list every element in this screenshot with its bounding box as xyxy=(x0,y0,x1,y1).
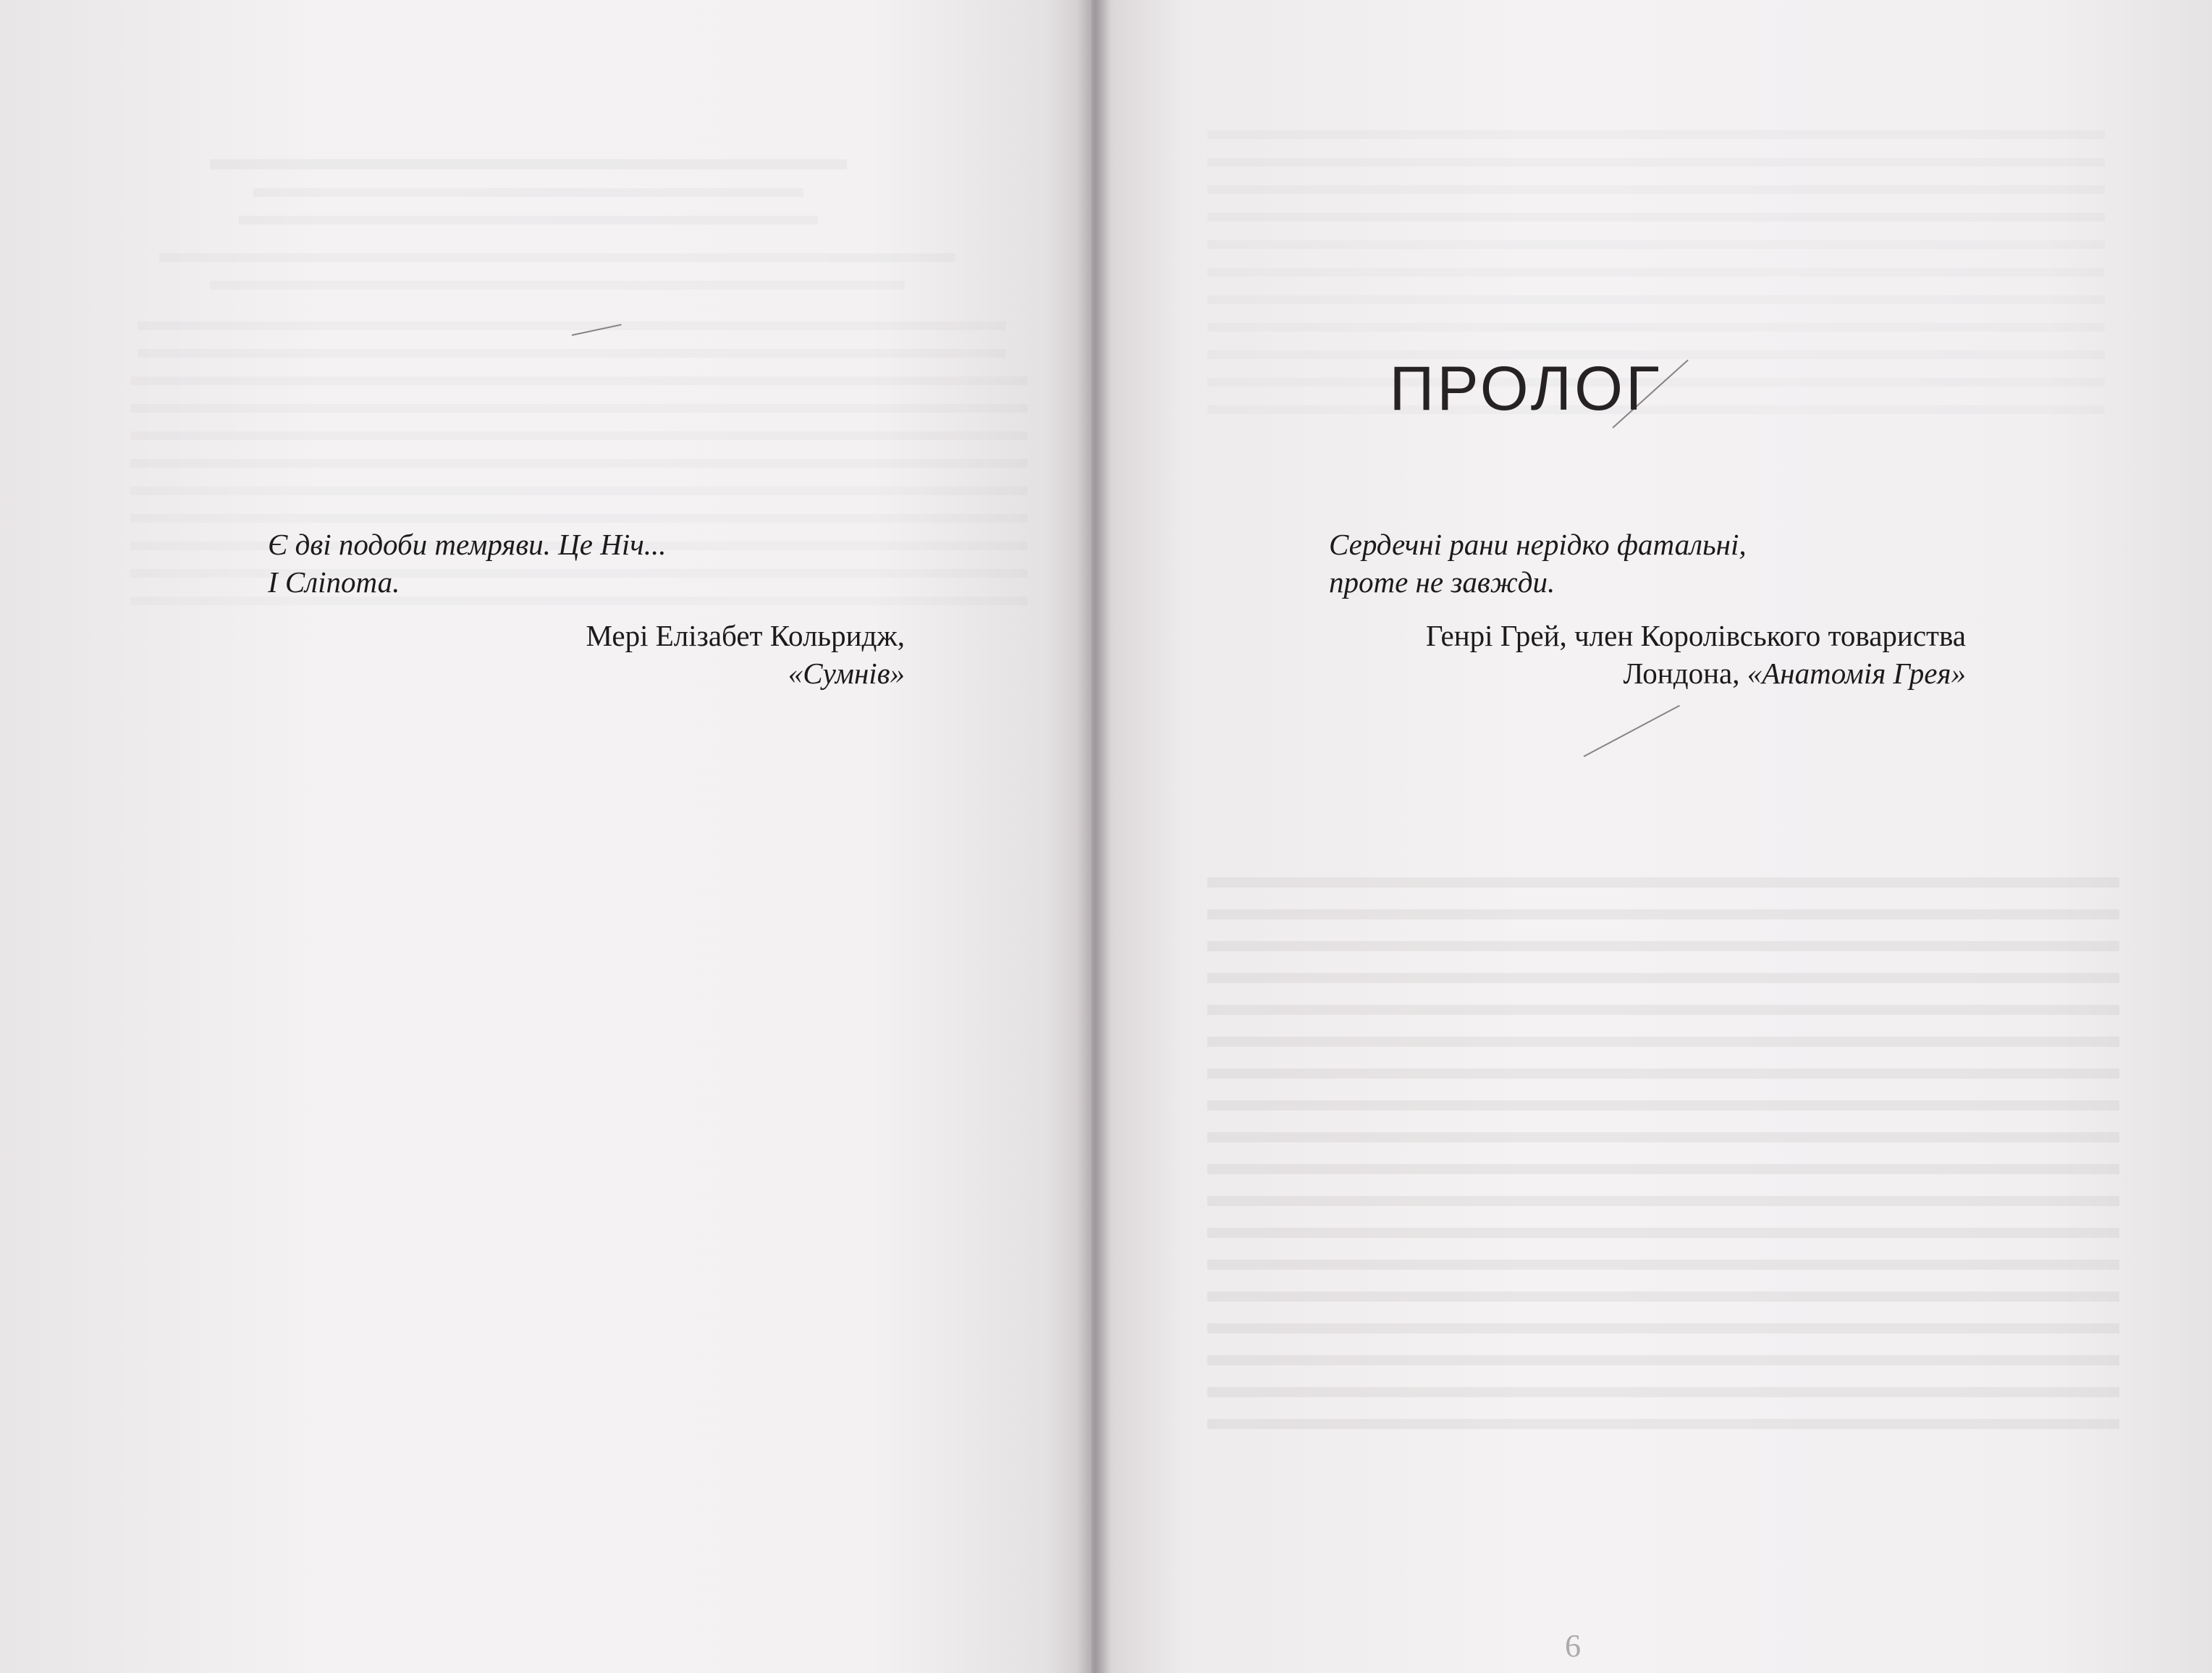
epigraph-work: «Сумнів» xyxy=(788,657,905,690)
page-number: 6 xyxy=(1565,1628,1581,1664)
epigraph-author-continued xyxy=(1329,654,1966,692)
epigraph-author: Мері Елізабет Кольридж, xyxy=(586,619,905,652)
left-epigraph xyxy=(268,526,905,692)
book-gutter xyxy=(1077,0,1110,1673)
epigraph-author: Генрі Грей, член Королівського товариства xyxy=(1425,619,1966,652)
show-through-body-text xyxy=(1207,877,2119,1429)
epigraph-quote xyxy=(268,526,905,601)
epigraph-attribution xyxy=(268,617,905,692)
epigraph-author-city: Лондона, xyxy=(1623,657,1747,690)
epigraph-quote-line: Є дві подоби темряви. Це Ніч... xyxy=(268,528,667,561)
right-page xyxy=(1092,0,2212,1673)
epigraph-quote-line: Сердечні рани нерідко фатальні, xyxy=(1329,528,1747,561)
left-page xyxy=(0,0,1092,1673)
epigraph-quote-line: проте не завжди. xyxy=(1329,565,1555,599)
epigraph-attribution xyxy=(1329,617,1966,692)
chapter-title: ПРОЛОГ xyxy=(1389,354,1663,423)
right-epigraph xyxy=(1329,526,1966,692)
epigraph-work: «Анатомія Грея» xyxy=(1747,657,1966,690)
pencil-mark xyxy=(1584,705,1680,757)
epigraph-quote-line: І Сліпота. xyxy=(268,565,400,599)
epigraph-quote xyxy=(1329,526,1966,601)
